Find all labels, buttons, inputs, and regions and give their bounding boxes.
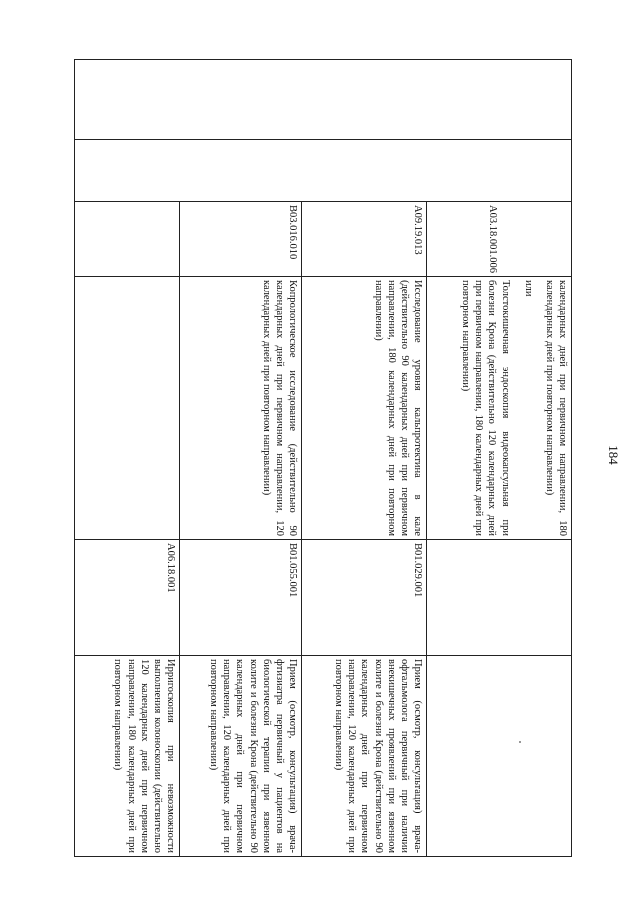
consult-description-cell: Ирригоскопия при невозможности выполнения колоноскопии (действительно 120 календарных дней при первичном направлении, 180 календарных дней при повторном направлении) — [75, 656, 180, 857]
service-description-2: Толстокишечная эндоскопия видеокапсульная при болезни Крона (действительно 120 календарных дней при первичном направлении, 180 календарных дней при повторном направлении) — [460, 280, 511, 536]
page-number: 184 — [605, 445, 621, 465]
consult-code-cell: B01.055.001 — [180, 540, 302, 656]
service-description: календарных дней при первичном направлении, 180 календарных дней при повторном направлении) — [543, 280, 568, 536]
service-description-cell: Исследование уровня кальпротектина в кале (действительно 90 календарных дней при первичном направлении, 180 календарных дней при повторном направлении) — [302, 277, 427, 540]
service-description-cell: Копрологическое исследование (действительно 90 календарных дней при первичном направлении, 120 календарных дней при повторном направлении) — [180, 277, 302, 540]
service-code-cell: A09.19.013 — [302, 202, 427, 277]
rotated-table-container — [75, 59, 572, 856]
consult-code-cell: A06.18.001 — [75, 540, 180, 656]
services-table — [74, 59, 572, 857]
service-code-cell: B03.016.010 — [180, 202, 302, 277]
table-row — [427, 60, 572, 857]
consult-code-cell: B01.029.001 — [302, 540, 427, 656]
merged-cell-1 — [75, 60, 572, 140]
merged-cell-2 — [75, 140, 572, 202]
consult-description-cell: Прием (осмотр, консультация) врача-фтизиатра первичный у пациентов на биологической терапии при язвенном колите и болезни Крона (действительно 90 календарных дней при первичном направлении, 120 календарных дней при повторном направлении) — [180, 656, 302, 857]
scan-speck — [519, 741, 521, 743]
consult-description-cell — [427, 656, 572, 857]
consult-code-cell — [427, 540, 572, 656]
consult-description-cell: Прием (осмотр, консультация) врача-офтальмолога первичный при наличии внекишечных проявлений при язвенном колите и болезни Крона (действительно 90 календарных дней при первичном направлении, 120 календарных дней при повторном направлении) — [302, 656, 427, 857]
or-label: или — [522, 280, 534, 297]
service-description-cell — [427, 277, 572, 540]
service-code-cell — [427, 202, 572, 277]
service-code-2: A03.18.001.006 — [487, 205, 498, 273]
service-description-cell — [75, 277, 180, 540]
service-code-cell — [75, 202, 180, 277]
